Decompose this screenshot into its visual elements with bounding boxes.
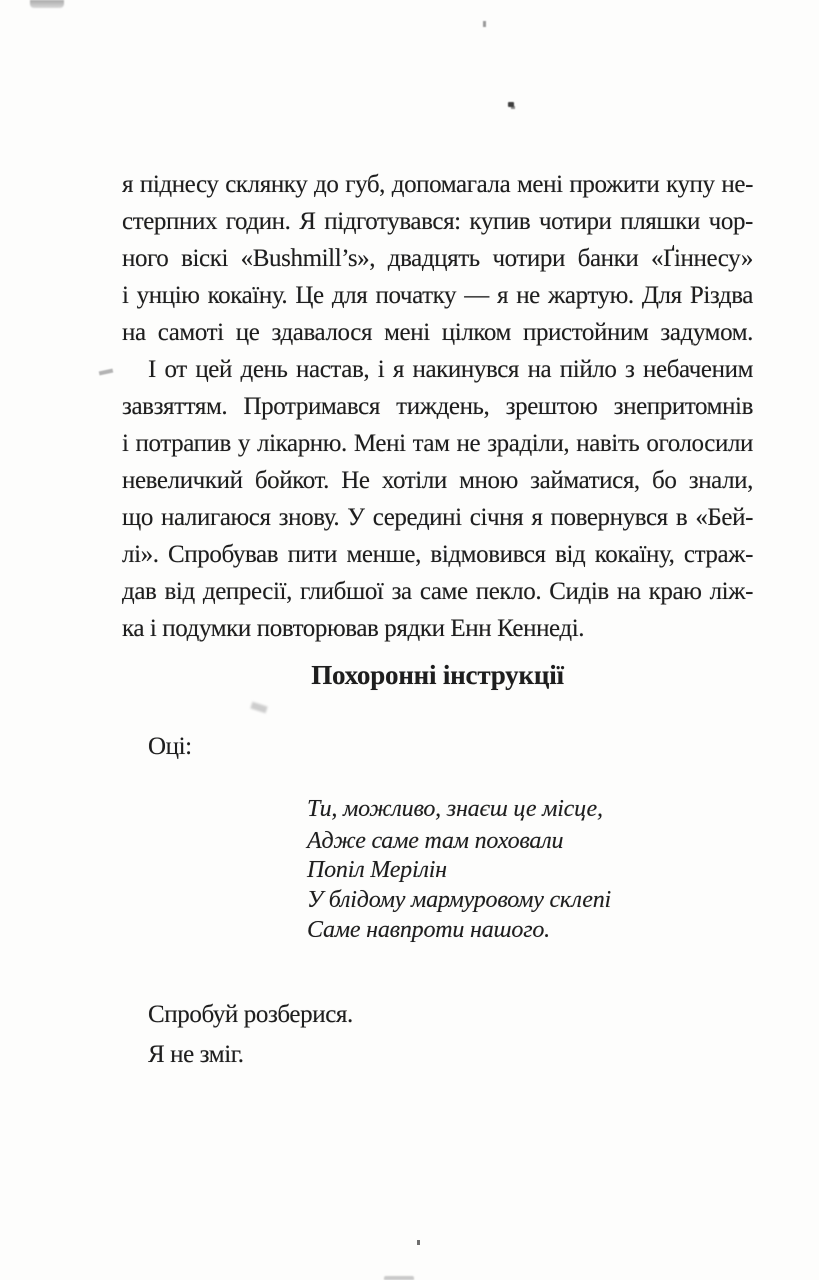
body-line: і унцію кокаїну. Це для початку — я не жартую. Для Різдва xyxy=(122,282,753,309)
body-line: лі». Спробував пити менше, відмовився від кокаїну, страж- xyxy=(122,541,753,568)
closing-line: Спробуй розберися. xyxy=(148,1001,353,1028)
body-line: стерпних годин. Я підготувався: купив чотири пляшки чор- xyxy=(122,208,753,235)
body-line: що налигаюся знову. У середині січня я повернувся в «Бей- xyxy=(122,504,753,531)
body-line: І от цей день настав, і я накинувся на пійло з небаченим xyxy=(148,356,753,383)
poem-line: Адже саме там поховали xyxy=(307,828,564,854)
scan-artifact-smudge xyxy=(250,702,267,714)
poem-line: Попіл Мерілін xyxy=(307,857,447,883)
body-line: на самоті це здавалося мені цілком пристойним задумом. xyxy=(122,319,753,346)
poem-line: Саме навпроти нашого. xyxy=(307,917,550,943)
body-line: я піднесу склянку до губ, допомагала мені прожити купу не- xyxy=(122,171,753,198)
scan-artifact-margin-dash xyxy=(99,369,114,376)
scan-artifact-top-left-smudge xyxy=(30,0,64,8)
body-line: дав від депресії, глибшої за саме пекло. Сидів на краю ліж- xyxy=(122,578,753,605)
scan-artifact-speck xyxy=(483,21,486,27)
body-line: невеличкий бойкот. Не хотіли мною займатися, бо знали, xyxy=(122,467,753,494)
section-heading: Похоронні інструкції xyxy=(311,660,564,690)
body-line: завзяттям. Протримався тиждень, зрештою знепритомнів xyxy=(122,393,753,420)
body-line: і потрапив у лікарню. Мені там не зраділи, навіть оголосили xyxy=(122,430,753,457)
poem-line: Ти, можливо, знаєш це місце, xyxy=(307,796,603,822)
body-line: ка і подумки повторював рядки Енн Кеннеді. xyxy=(122,615,585,642)
scan-artifact-dot xyxy=(417,1240,420,1245)
body-line: ного віскі «Bushmill’s», двадцять чотири банки «Ґіннесу» xyxy=(122,245,753,272)
poem-line: У блідому мармуровому склепі xyxy=(307,887,612,913)
scan-artifact-ink-dot xyxy=(508,102,514,107)
closing-line: Я не зміг. xyxy=(148,1041,244,1068)
lead-in-line: Оці: xyxy=(148,733,192,760)
page-number-clipped xyxy=(384,1276,414,1280)
